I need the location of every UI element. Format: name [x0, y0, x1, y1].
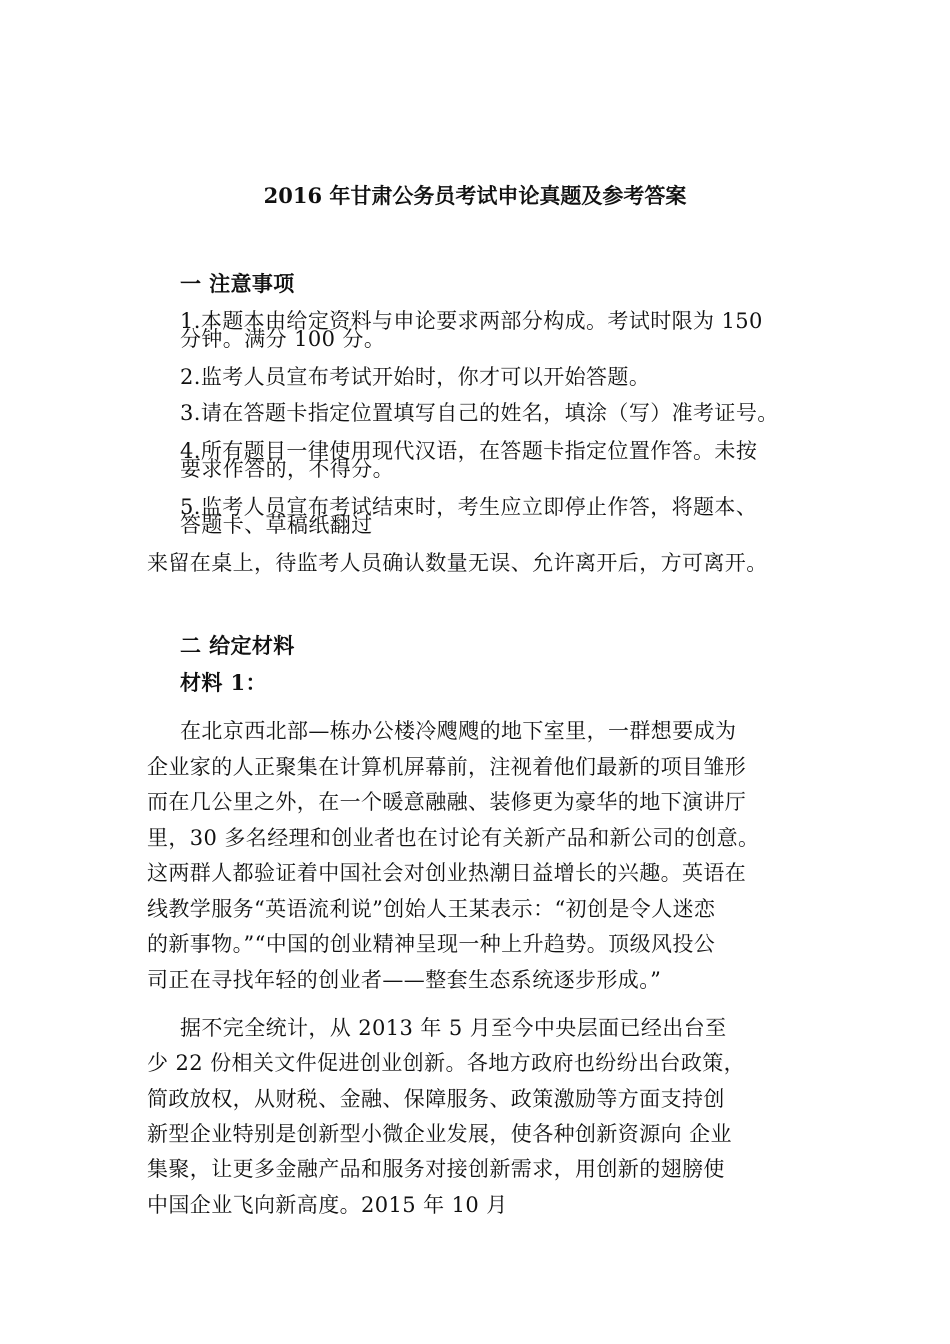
note-item-5-line2: 答题卡、草稿纸翻过 — [180, 513, 373, 537]
material-paragraph-line: 的新事物。”“中国的创业精神呈现一种上升趋势。顶级风投公 — [147, 932, 716, 956]
material-paragraph-line: 集聚，让更多金融产品和服务对接创新需求，用创新的翅膀使 — [147, 1157, 725, 1181]
note-item-1-line2: 分钟。满分 100 分。 — [180, 327, 386, 351]
material-paragraph-line: 在北京西北部—栋办公楼冷飕飕的地下室里，一群想要成为 — [180, 719, 737, 743]
note-item-5-line1: 5.监考人员宣布考试结束时，考生应立即停止作答，将题本、 — [180, 495, 758, 519]
note-item-4-line2: 要求作答的，不得分。 — [180, 457, 394, 481]
material-paragraph-line: 这两群人都验证着中国社会对创业热潮日益增长的兴趣。英语在 — [147, 861, 747, 885]
document-title: 2016 年甘肃公务员考试申论真题及参考答案 — [263, 183, 687, 208]
material-paragraph-line: 据不完全统计，从 2013 年 5 月至今中央层面已经出台至 — [180, 1016, 727, 1040]
material-paragraph-line: 线教学服务“英语流利说”创始人王某表示：“初创是令人迷恋 — [147, 897, 716, 921]
material-paragraph-line: 而在几公里之外，在一个暖意融融、装修更为豪华的地下演讲厅 — [147, 790, 747, 814]
material-paragraph-line: 企业家的人正聚集在计算机屏幕前，注视着他们最新的项目雏形 — [147, 755, 747, 779]
material-paragraph-line: 新型企业特别是创新型小微企业发展，使各种创新资源向 企业 — [147, 1122, 732, 1146]
material-paragraph-line: 里，30 多名经理和创业者也在讨论有关新产品和新公司的创意。 — [147, 826, 760, 850]
note-item-2: 2.监考人员宣布考试开始时，你才可以开始答题。 — [180, 365, 651, 389]
material-paragraph-line: 简政放权，从财税、金融、保障服务、政策激励等方面支持创 — [147, 1087, 725, 1111]
section-heading-notes: 一 注意事项 — [180, 271, 295, 296]
material-paragraph-line: 少 22 份相关文件促进创业创新。各地方政府也纷纷出台政策， — [147, 1051, 746, 1075]
material-paragraph-line: 司正在寻找年轻的创业者——整套生态系统逐步形成。” — [147, 968, 662, 992]
material-label: 材料 1： — [180, 670, 267, 695]
note-continuation: 来留在桌上，待监考人员确认数量无误、允许离开后，方可离开。 — [147, 551, 768, 575]
note-item-1-line1: 1.本题本由给定资料与申论要求两部分构成。考试时限为 150 — [180, 309, 763, 333]
material-paragraph-line: 中国企业飞向新高度。2015 年 10 月 — [147, 1193, 508, 1217]
note-item-3: 3.请在答题卡指定位置填写自己的姓名，填涂（写）准考证号。 — [180, 401, 779, 425]
note-item-4-line1: 4.所有题目一律使用现代汉语，在答题卡指定位置作答。未按 — [180, 439, 758, 463]
section-heading-materials: 二 给定材料 — [180, 633, 295, 658]
